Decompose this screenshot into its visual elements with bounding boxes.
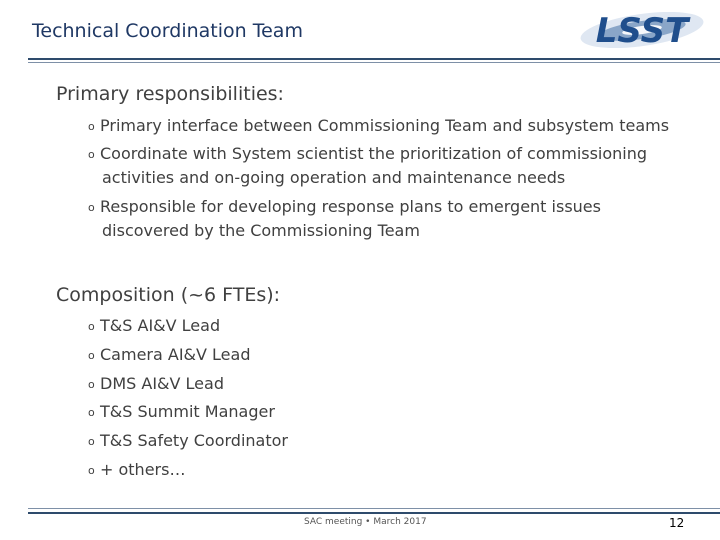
bullet-mark: o (88, 320, 95, 333)
bullet-mark: o (88, 406, 95, 419)
list-item (88, 399, 275, 426)
bullet-mark: o (88, 435, 95, 448)
list-item (88, 113, 669, 140)
list-item-text: DMS AI&V Lead (100, 374, 224, 393)
page-number: 12 (669, 516, 685, 530)
bullet-mark: o (88, 464, 95, 477)
list-item (88, 457, 185, 484)
list-item-text: Coordinate with System scientist the prioritization of commissioning (100, 144, 648, 163)
list-item-text: T&S Safety Coordinator (100, 431, 288, 450)
composition-heading: Composition (~6 FTEs): (56, 284, 281, 306)
bullet-mark: o (88, 201, 95, 214)
footer-text: SAC meeting • March 2017 (304, 517, 427, 527)
header-rule (28, 58, 720, 60)
bullet-mark: o (88, 120, 95, 133)
list-item-text: + others… (100, 460, 186, 479)
bullet-mark: o (88, 378, 95, 391)
list-item (88, 342, 250, 369)
list-item (88, 371, 224, 398)
header-rule-thin (28, 62, 720, 63)
list-item (88, 428, 288, 455)
list-item (88, 313, 220, 340)
list-item (88, 194, 601, 221)
list-item-text: T&S AI&V Lead (100, 316, 221, 335)
bullet-mark: o (88, 148, 95, 161)
list-item (88, 141, 647, 168)
list-item-continuation: discovered by the Commissioning Team (102, 221, 420, 240)
list-item-text: Responsible for developing response plans to emergent issues (100, 197, 601, 216)
lsst-logo (574, 6, 710, 54)
logo-lettering: LSST (595, 11, 689, 51)
footer-rule (28, 512, 720, 514)
list-item-continuation: activities and on-going operation and maintenance needs (102, 168, 566, 187)
list-item-text: Camera AI&V Lead (100, 345, 251, 364)
responsibilities-heading: Primary responsibilities: (56, 83, 284, 105)
bullet-mark: o (88, 349, 95, 362)
slide-title: Technical Coordination Team (32, 20, 303, 42)
list-item-text: T&S Summit Manager (100, 402, 275, 421)
list-item-text: Primary interface between Commissioning Team and subsystem teams (100, 116, 670, 135)
footer-rule-thin (28, 508, 720, 509)
